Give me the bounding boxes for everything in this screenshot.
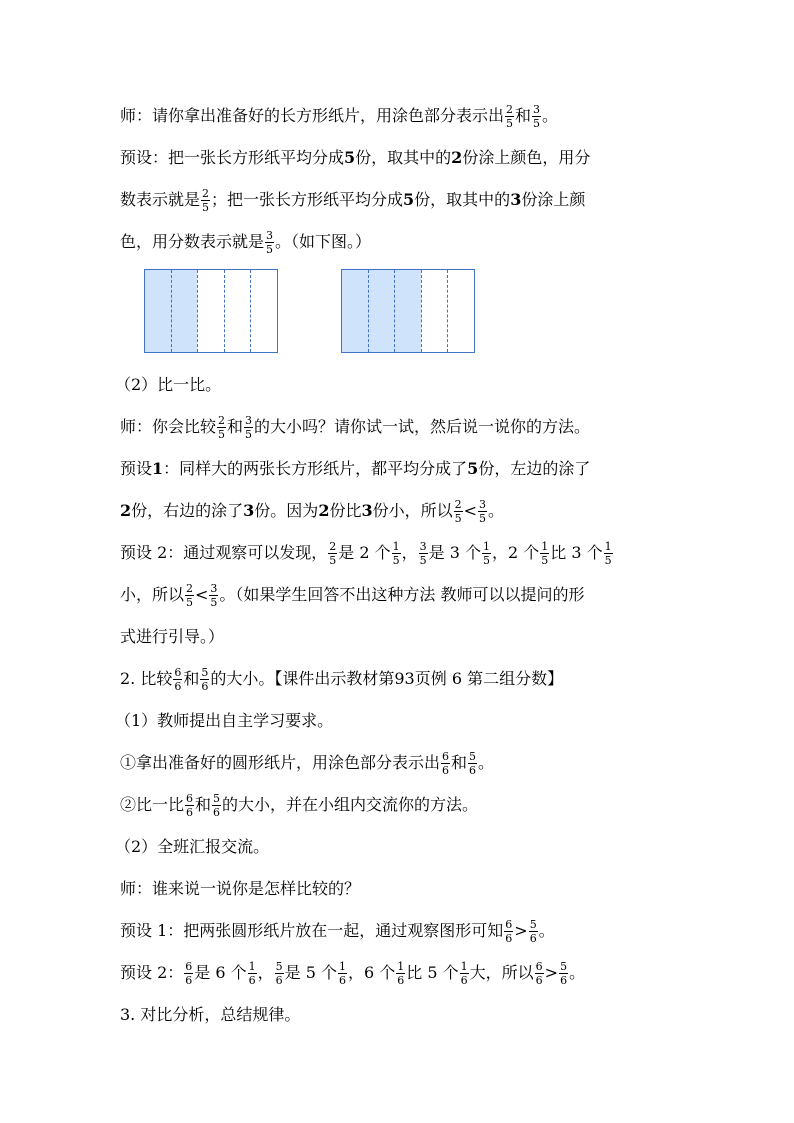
text: 和	[451, 753, 468, 772]
fraction-numerator: 5	[275, 959, 283, 973]
fraction-denominator: 6	[469, 763, 477, 777]
rect-part	[250, 270, 277, 352]
fraction-denominator: 5	[533, 116, 541, 130]
line-preset-2-cont	[120, 578, 585, 612]
fraction-denominator: 5	[266, 242, 274, 256]
fraction-denominator: 6	[339, 973, 347, 987]
heading-class-report	[115, 830, 269, 864]
rect-part	[224, 270, 251, 352]
fraction-numerator: 5	[469, 749, 477, 763]
fraction-numerator: 6	[186, 791, 194, 805]
rect-part-shaded	[342, 270, 368, 352]
text: 5	[403, 190, 415, 209]
text: 比 5 个	[406, 963, 459, 982]
text: 3. 对比分析，总结规律。	[120, 1005, 301, 1024]
rectangle-two-fifths	[144, 269, 278, 353]
text: 预设 2：通过观察可以发现，	[120, 543, 328, 562]
text: 的大小吗？请你试一试，然后说一说你的方法。	[254, 417, 591, 436]
fraction	[529, 919, 538, 944]
text: 。（如下图。）	[275, 232, 372, 251]
text: 师：谁来说一说你是怎样比较的？	[120, 879, 361, 898]
fraction	[338, 961, 347, 986]
text: 份涂上颜	[521, 190, 586, 209]
text: 预设 2：	[120, 963, 184, 982]
fraction-denominator: 6	[460, 973, 468, 987]
text: 份，左边的涂了	[478, 459, 591, 478]
fraction	[185, 583, 194, 608]
fraction-denominator: 5	[210, 595, 218, 609]
text: 。（如果学生回答不出这种方法 教师可以以提问的形	[219, 585, 585, 604]
rect-part-shaded	[368, 270, 395, 352]
fraction-numerator: 2	[218, 413, 226, 427]
text: 。	[488, 501, 505, 520]
fraction	[460, 961, 469, 986]
fraction-numerator: 1	[483, 539, 491, 553]
fraction-denominator: 5	[186, 595, 194, 609]
line-preset-circle-2	[120, 956, 585, 990]
text: 。	[538, 921, 555, 940]
text: ；把一张长方形纸平均分成	[211, 190, 404, 209]
text: 份涂上颜色，用分	[462, 148, 591, 167]
fraction-denominator: 6	[201, 679, 209, 693]
fraction-numerator: 1	[397, 959, 405, 973]
fraction-denominator: 6	[186, 805, 194, 819]
fraction	[559, 961, 568, 986]
line-preset-end	[120, 225, 371, 259]
text: 师：你会比较	[120, 417, 217, 436]
fraction-denominator: 5	[329, 553, 337, 567]
fraction	[173, 667, 182, 692]
fraction	[604, 541, 613, 566]
line-preset-circle-1	[120, 914, 555, 948]
text: 份小，所以	[372, 501, 453, 520]
fraction-numerator: 1	[541, 539, 549, 553]
fraction	[478, 499, 487, 524]
fraction-denominator: 6	[174, 679, 182, 693]
fraction-numerator: 2	[454, 497, 462, 511]
text: 份，取其中的	[414, 190, 511, 209]
line-preset	[120, 141, 590, 175]
text: 份，取其中的	[355, 148, 452, 167]
fraction-denominator: 6	[535, 973, 543, 987]
rect-part-shaded	[145, 270, 171, 352]
text: 数表示就是	[120, 190, 201, 209]
fraction-numerator: 1	[604, 539, 612, 553]
heading-section-3	[120, 998, 300, 1032]
text: 3	[243, 501, 255, 520]
text: 预设	[120, 459, 153, 478]
text: 份比	[329, 501, 362, 520]
text: 比 3 个	[550, 543, 603, 562]
text: ，6 个	[348, 963, 396, 982]
text: 和	[195, 795, 212, 814]
line-teacher-question	[120, 410, 590, 444]
text: 。	[569, 963, 586, 982]
fraction-denominator: 5	[479, 511, 487, 525]
heading-section-2	[120, 662, 563, 696]
fraction-numerator: 6	[174, 665, 182, 679]
fraction-denominator: 5	[419, 553, 427, 567]
text: 5	[467, 459, 479, 478]
text: 式进行引导。）	[120, 627, 225, 646]
fraction	[275, 961, 284, 986]
fraction-numerator: 2	[506, 102, 514, 116]
fraction-denominator: 6	[560, 973, 568, 987]
text: 是 3 个	[428, 543, 482, 562]
line-preset-cont	[120, 183, 585, 217]
fraction-denominator: 6	[275, 973, 283, 987]
text: 的大小，并在小组内交流你的方法。	[222, 795, 479, 814]
fraction	[185, 793, 194, 818]
fraction	[419, 541, 428, 566]
fraction	[201, 188, 210, 213]
text: 2	[451, 148, 463, 167]
text: 是 2 个	[338, 543, 391, 562]
text: （1）教师提出自主学习要求。	[115, 711, 334, 730]
fraction	[482, 541, 491, 566]
fraction-numerator: 3	[419, 539, 427, 553]
fraction	[217, 415, 226, 440]
text: ，	[257, 963, 274, 982]
text: ，	[401, 543, 418, 562]
line-teacher-ask	[120, 872, 360, 906]
text: 2	[120, 501, 132, 520]
text: <	[463, 501, 478, 520]
fraction-numerator: 1	[248, 959, 256, 973]
fraction-denominator: 5	[202, 200, 210, 214]
text: （2）全班汇报交流。	[115, 837, 270, 856]
fraction	[392, 541, 401, 566]
fraction-numerator: 2	[329, 539, 337, 553]
fraction	[200, 667, 209, 692]
text: 份，右边的涂了	[131, 501, 244, 520]
fraction-numerator: 2	[202, 186, 210, 200]
text: 色，用分数表示就是	[120, 232, 265, 251]
text: 和	[227, 417, 244, 436]
text: 和	[515, 106, 532, 125]
fraction-numerator: 1	[392, 539, 400, 553]
fraction-denominator: 6	[505, 931, 513, 945]
fraction-denominator: 6	[397, 973, 405, 987]
rect-part-shaded	[394, 270, 421, 352]
fraction-denominator: 5	[454, 511, 462, 525]
fraction-numerator: 1	[339, 959, 347, 973]
fraction-numerator: 5	[560, 959, 568, 973]
fraction-numerator: 5	[213, 791, 221, 805]
rect-part	[197, 270, 224, 352]
text: 和	[183, 669, 200, 688]
fraction	[396, 961, 405, 986]
text: ②比一比	[120, 795, 185, 814]
fraction	[454, 499, 463, 524]
text: <	[195, 585, 209, 604]
rect-part	[421, 270, 448, 352]
fraction-numerator: 5	[529, 917, 537, 931]
text: 。	[542, 106, 559, 125]
fraction-numerator: 3	[266, 228, 274, 242]
text: >	[514, 921, 528, 940]
fraction	[209, 583, 218, 608]
heading-compare	[115, 368, 221, 402]
fraction-numerator: 5	[201, 665, 209, 679]
fraction	[532, 104, 541, 129]
fraction-numerator: 3	[210, 581, 218, 595]
fraction-numerator: 6	[442, 749, 450, 763]
text: 1	[152, 459, 164, 478]
text: 2. 比较	[120, 669, 173, 688]
fraction	[244, 415, 253, 440]
text: >	[544, 963, 559, 982]
text: ：同样大的两张长方形纸片，都平均分成了	[163, 459, 468, 478]
fraction	[184, 961, 193, 986]
fraction	[212, 793, 221, 818]
text: 的大小。【课件出示教材第93页例 6 第二组分数】	[210, 669, 564, 688]
text: 。	[478, 753, 495, 772]
line-guidance	[120, 620, 224, 654]
text: 份。因为	[254, 501, 319, 520]
fraction-denominator: 5	[245, 427, 253, 441]
text: 是 5 个	[284, 963, 338, 982]
fraction-denominator: 5	[506, 116, 514, 130]
fraction	[468, 751, 477, 776]
fraction	[540, 541, 549, 566]
line-preset-1	[120, 452, 590, 486]
text: 3	[510, 190, 522, 209]
line-preset-2	[120, 536, 614, 570]
fraction-numerator: 2	[186, 581, 194, 595]
fraction-denominator: 5	[604, 553, 612, 567]
line-task-1	[120, 746, 494, 780]
text: 5	[344, 148, 356, 167]
line-preset-1-cont	[120, 494, 504, 528]
text: （2）比一比。	[115, 375, 222, 394]
fraction	[328, 541, 337, 566]
text: ①拿出准备好的圆形纸片，用涂色部分表示出	[120, 753, 441, 772]
fraction-numerator: 3	[479, 497, 487, 511]
text: 预设 1：把两张圆形纸片放在一起，通过观察图形可知	[120, 921, 504, 940]
line-task-2	[120, 788, 478, 822]
fraction-numerator: 6	[535, 959, 543, 973]
fraction-denominator: 6	[213, 805, 221, 819]
fraction	[505, 104, 514, 129]
fraction-denominator: 5	[392, 553, 400, 567]
line-teacher-prompt	[120, 99, 558, 133]
text: 2	[318, 501, 330, 520]
fraction	[535, 961, 544, 986]
text: 预设：把一张长方形纸平均分成	[120, 148, 345, 167]
fraction-numerator: 6	[505, 917, 513, 931]
fraction-denominator: 6	[529, 931, 537, 945]
fraction-numerator: 3	[245, 413, 253, 427]
text: 师：请你拿出准备好的长方形纸片，用涂色部分表示出	[120, 106, 505, 125]
text: 大，所以	[469, 963, 534, 982]
fraction	[441, 751, 450, 776]
fraction-numerator: 6	[185, 959, 193, 973]
text: 3	[361, 501, 373, 520]
rectangle-three-fifths	[341, 269, 475, 353]
rect-part-shaded	[171, 270, 198, 352]
heading-self-study	[115, 704, 333, 738]
fraction	[504, 919, 513, 944]
fraction-numerator: 1	[460, 959, 468, 973]
fraction	[248, 961, 257, 986]
text: 小，所以	[120, 585, 185, 604]
text: ，2 个	[492, 543, 540, 562]
fraction-numerator: 3	[533, 102, 541, 116]
text: 是 6 个	[194, 963, 247, 982]
fraction	[265, 230, 274, 255]
fraction-denominator: 5	[218, 427, 226, 441]
rect-part	[447, 270, 474, 352]
fraction-denominator: 6	[442, 763, 450, 777]
fraction-denominator: 6	[248, 973, 256, 987]
fraction-denominator: 6	[185, 973, 193, 987]
fraction-denominator: 5	[541, 553, 549, 567]
fraction-denominator: 5	[483, 553, 491, 567]
